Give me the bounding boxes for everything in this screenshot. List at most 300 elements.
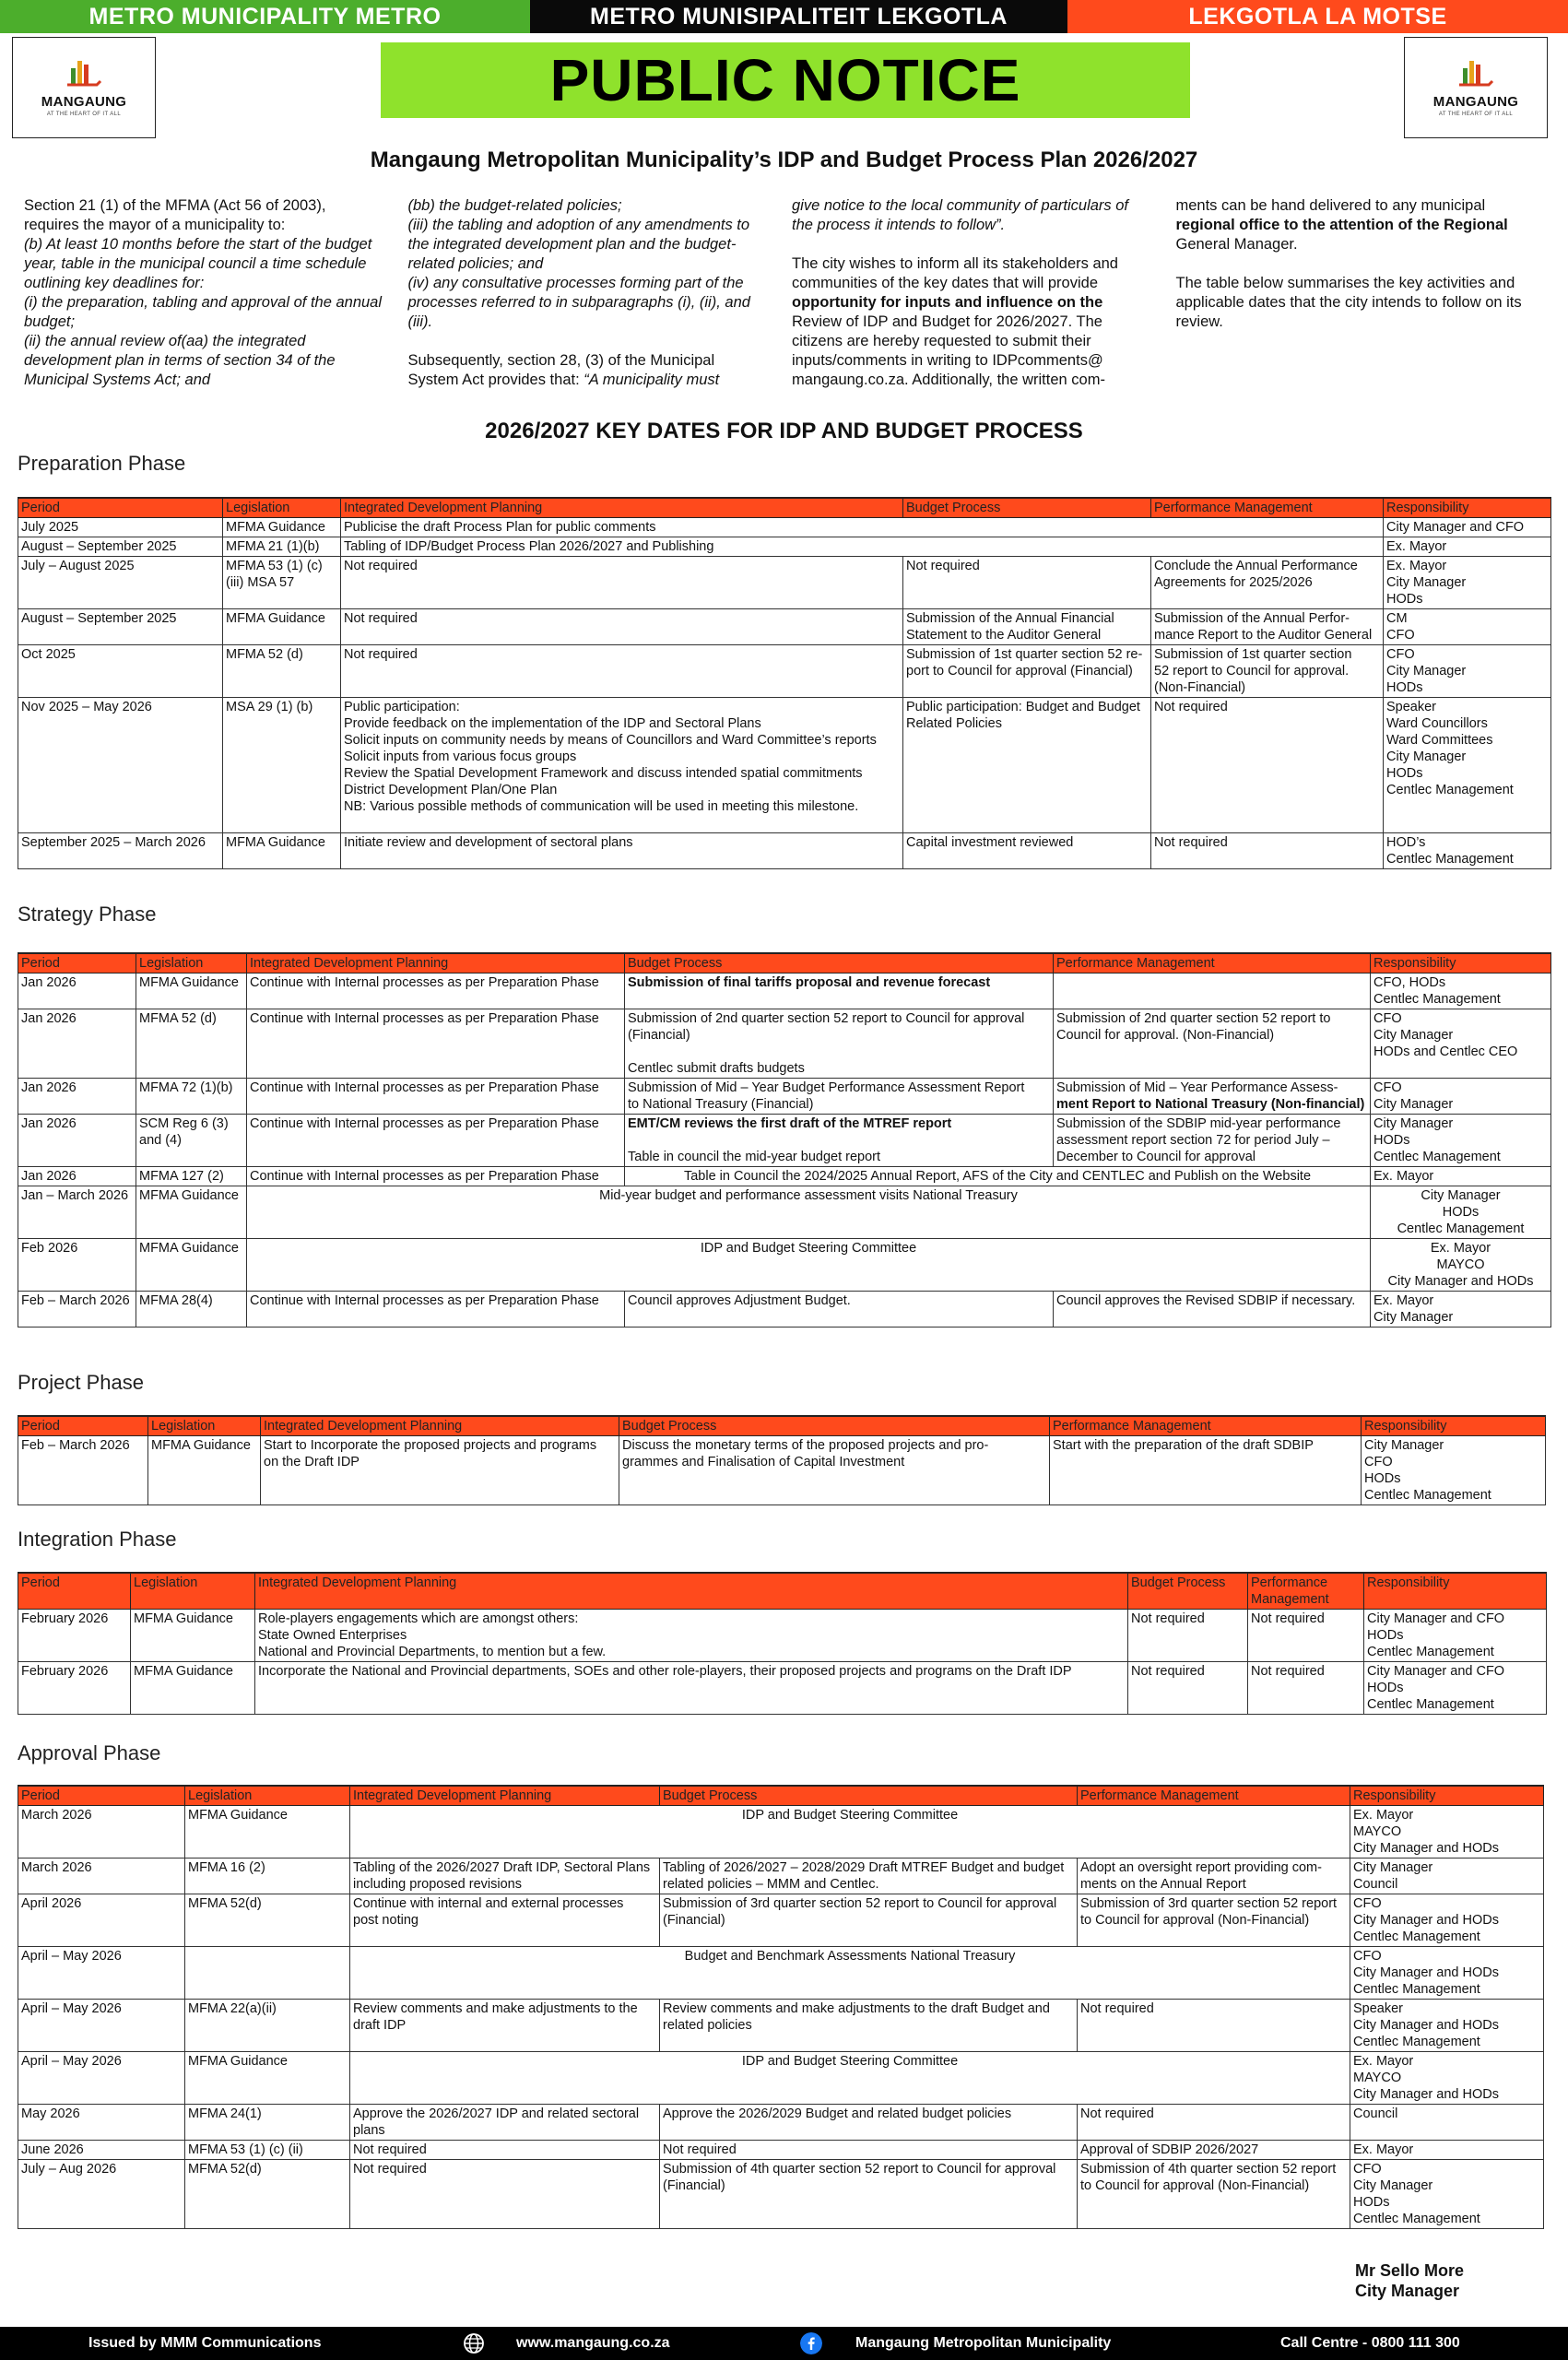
table-cell [247, 1079, 625, 1115]
cell-text: Tabling of the 2026/2027 Draft IDP, Sectoral Plans [353, 1860, 651, 1875]
cell-text: Centlec Management [1364, 1488, 1491, 1503]
cell-text: (Financial) [628, 1028, 690, 1043]
cell-text: HODs and Centlec CEO [1373, 1044, 1518, 1059]
table-cell [18, 974, 136, 1009]
table-cell [247, 974, 625, 1009]
cell-text: March 2026 [21, 1860, 92, 1875]
integration-phase-table [18, 1572, 1547, 1715]
cell-text: Start to Incorporate the proposed projects and programs [264, 1438, 597, 1453]
cell-text: Centlec Management [1353, 2212, 1480, 2226]
cell-text: City Manager and CFO [1367, 1611, 1505, 1626]
cell-text: HOD’s [1386, 835, 1426, 850]
cell-text: Centlec Management [1386, 783, 1514, 797]
table-cell [1248, 1610, 1364, 1662]
logo-name: MANGAUNG [1432, 93, 1519, 110]
table-cell [1371, 974, 1551, 1009]
signature-block [1355, 2260, 1464, 2301]
cell-text: HODs [1373, 1133, 1410, 1148]
table-row [18, 833, 1551, 869]
cell-text: Nov 2025 – May 2026 [21, 700, 152, 714]
cell-text: February 2026 [21, 1664, 109, 1679]
table-cell [1054, 1292, 1371, 1328]
cell-text: Submission of the Annual Perfor- [1154, 611, 1350, 626]
cell-text: (Financial) [663, 2178, 725, 2193]
cell-text: City Manager [1364, 1438, 1444, 1453]
table-row [18, 1662, 1547, 1715]
table-cell [660, 1858, 1078, 1894]
footer-website-link[interactable]: www.mangaung.co.za [516, 2335, 670, 2351]
table-cell [136, 1186, 247, 1239]
logo-name: MANGAUNG [41, 93, 127, 110]
cell-text: Mid-year budget and performance assessment visits National Treasury [599, 1188, 1018, 1203]
top-banner [0, 0, 1568, 33]
table-row [18, 1079, 1551, 1115]
table-cell [223, 518, 341, 537]
table-cell [247, 1292, 625, 1328]
cell-text: CFO [1364, 1455, 1393, 1469]
cell-text: Not required [1131, 1611, 1205, 1626]
cell-text: 52 report to Council for approval. [1154, 664, 1350, 678]
table-cell [660, 1894, 1078, 1947]
cell-text: Submission of 3rd quarter section 52 report to Council for approval [663, 1896, 1057, 1911]
cell-text: Council [1353, 2106, 1398, 2121]
table-cell [1078, 1894, 1350, 1947]
table-cell [185, 2000, 350, 2052]
cell-text: April 2026 [21, 1896, 82, 1911]
cell-text: City Manager and HODs [1353, 2018, 1499, 2033]
table-row [18, 1239, 1551, 1292]
table-cell [223, 645, 341, 698]
project-phase-table [18, 1415, 1546, 1505]
cell-text: MFMA 24(1) [188, 2106, 262, 2121]
intro-text-fragment: (bb) the budget-related policies; [407, 197, 622, 214]
column-header: Legislation [148, 1416, 261, 1436]
cell-text: February 2026 [21, 1611, 109, 1626]
table-row [18, 1610, 1547, 1662]
table-row [18, 1858, 1544, 1894]
cell-text: MFMA 52(d) [188, 2162, 262, 2177]
table-cell [223, 609, 341, 645]
table-cell [350, 1806, 1350, 1858]
table-cell [185, 1947, 350, 2000]
table-cell [625, 1115, 1054, 1167]
intro-text-fragment: give notice to the local community of particulars of the process it intends to follow”. [792, 197, 1129, 233]
column-header: Budget Process [619, 1416, 1050, 1436]
cell-text: Approve the 2026/2027 IDP and related sectoral [353, 2106, 640, 2121]
table-row [18, 1292, 1551, 1328]
logo-tagline: AT THE HEART OF IT ALL [1438, 111, 1514, 117]
footer-bar [0, 2327, 1568, 2360]
column-header: Performance Management [1054, 953, 1371, 974]
cell-text: port to Council for approval (Financial) [906, 664, 1133, 678]
table-cell [247, 1167, 625, 1186]
table-cell [1350, 2105, 1544, 2141]
cell-text: assessment report section 72 for period July – [1056, 1133, 1330, 1148]
cell-text: Council for approval. (Non-Financial) [1056, 1028, 1275, 1043]
table-cell [1384, 833, 1551, 869]
cell-text: Not required [1251, 1664, 1325, 1679]
phase-title-strategy: Strategy Phase [18, 903, 157, 926]
cell-text: Approve the 2026/2029 Budget and related budget policies [663, 2106, 1012, 2121]
table-cell [619, 1436, 1050, 1505]
cell-text: Tabling of IDP/Budget Process Plan 2026/2027 and Publishing [344, 539, 714, 554]
table-cell [1078, 1858, 1350, 1894]
table-row [18, 557, 1551, 609]
cell-text: Oct 2025 [21, 647, 76, 662]
cell-text: City Manager [1421, 1188, 1501, 1203]
strategy-phase-table [18, 952, 1551, 1328]
table-cell [1054, 974, 1371, 1009]
table-row [18, 2052, 1544, 2105]
table-cell [350, 1947, 1350, 2000]
table-cell [185, 2141, 350, 2160]
table-cell [1350, 2000, 1544, 2052]
cell-text: Submission of 1st quarter section [1154, 647, 1352, 662]
intro-text-fragment: (aa) the integrated development plan in terms of section 34 of the Municipal Systems Act; and [24, 333, 336, 388]
cell-text: mance Report to the Auditor General [1154, 628, 1373, 643]
table-cell [1371, 1115, 1551, 1167]
cell-text: MAYCO [1353, 1824, 1402, 1839]
table-cell [247, 1115, 625, 1167]
cell-text: post noting [353, 1913, 419, 1928]
table-cell [223, 537, 341, 557]
cell-text: May 2026 [21, 2106, 80, 2121]
mangaung-logo-icon [1456, 59, 1496, 90]
cell-text: draft IDP [353, 2018, 407, 2033]
table-cell [18, 518, 223, 537]
cell-text: HODs [1386, 766, 1423, 781]
cell-text: MFMA Guidance [139, 1188, 239, 1203]
table-cell [255, 1610, 1128, 1662]
footer-facebook-link[interactable]: Mangaung Metropolitan Municipality [855, 2335, 1112, 2351]
table-cell [625, 974, 1054, 1009]
cell-text: Centlec Management [1373, 992, 1501, 1007]
cell-text: March 2026 [21, 1808, 92, 1823]
table-cell [341, 609, 903, 645]
cell-text: Related Policies [906, 716, 1002, 731]
cell-text: Ex. Mayor [1386, 559, 1447, 573]
column-header: Period [18, 953, 136, 974]
table-cell [341, 518, 1384, 537]
column-header: Legislation [185, 1786, 350, 1806]
cell-text: Approval of SDBIP 2026/2027 [1080, 2142, 1259, 2157]
table-row [18, 1009, 1551, 1079]
column-header: Performance Management [1050, 1416, 1362, 1436]
cell-text: related policies – MMM and Centlec. [663, 1877, 879, 1892]
cell-text: CFO [1373, 1011, 1402, 1026]
intro-text-fragment: (i) the preparation, tabling and approval of the annual budget; [24, 294, 383, 330]
cell-text: Council [1353, 1877, 1398, 1892]
table-cell [148, 1436, 261, 1505]
cell-text: Initiate review and development of sectoral plans [344, 835, 633, 850]
intro-text-fragment: Subsequently, section 28, (3) of the Municipal System Act provides that: [407, 352, 715, 388]
table-cell [350, 2160, 660, 2229]
table-cell [1350, 1806, 1544, 1858]
table-cell [1054, 1079, 1371, 1115]
cell-text: Continue with Internal processes as per Preparation Phase [250, 975, 599, 990]
cell-text: City Manager [1353, 1860, 1433, 1875]
table-cell [18, 1894, 185, 1947]
intro-column-3 [792, 196, 1152, 390]
table-cell [1384, 518, 1551, 537]
table-cell [18, 1115, 136, 1167]
table-cell [1350, 2141, 1544, 2160]
table-cell [136, 1167, 247, 1186]
cell-text: Jan 2026 [21, 1116, 77, 1131]
table-row [18, 974, 1551, 1009]
cell-text: Jan 2026 [21, 1080, 77, 1095]
table-cell [18, 2052, 185, 2105]
column-header: Budget Process [903, 498, 1151, 518]
cell-text: Not required [353, 2142, 427, 2157]
cell-text: Jan 2026 [21, 975, 77, 990]
table-cell [185, 1894, 350, 1947]
cell-text: Ex. Mayor [1386, 539, 1447, 554]
footer-call-centre: Call Centre - 0800 111 300 [1280, 2335, 1460, 2351]
table-cell [903, 698, 1151, 833]
cell-text: Ex. Mayor [1430, 1241, 1491, 1256]
table-cell [350, 2141, 660, 2160]
cell-text: Table in council the mid-year budget report [628, 1150, 881, 1164]
intro-text-fragment: ments can be hand delivered to any municipal [1175, 197, 1486, 214]
table-cell [1384, 609, 1551, 645]
cell-text: September 2025 – March 2026 [21, 835, 206, 850]
table-cell [18, 1292, 136, 1328]
cell-text: (iii) MSA 57 [226, 575, 295, 590]
table-cell [247, 1239, 1371, 1292]
cell-text: Public participation: [344, 700, 460, 714]
cell-text: Ex. Mayor [1373, 1293, 1434, 1308]
table-cell [1371, 1009, 1551, 1079]
cell-text: Conclude the Annual Performance [1154, 559, 1358, 573]
cell-text: CM [1386, 611, 1408, 626]
column-header: Legislation [136, 953, 247, 974]
table-cell [1350, 1894, 1544, 1947]
table-header-row [18, 1573, 1547, 1610]
cell-text: MFMA 21 (1)(b) [226, 539, 320, 554]
cell-text: City Manager [1373, 1310, 1454, 1325]
table-row [18, 645, 1551, 698]
intro-column-2 [408, 196, 769, 390]
cell-text: Continue with Internal processes as per Preparation Phase [250, 1169, 599, 1184]
table-cell [136, 1115, 247, 1167]
column-header: Period [18, 1786, 185, 1806]
cell-text: HODs [1367, 1628, 1404, 1643]
cell-text: Continue with Internal processes as per Preparation Phase [250, 1080, 599, 1095]
phase-title-project: Project Phase [18, 1371, 144, 1394]
cell-text: Centlec Management [1373, 1150, 1501, 1164]
cell-text: including proposed revisions [353, 1877, 522, 1892]
column-header: Legislation [131, 1573, 255, 1610]
table-cell [223, 557, 341, 609]
cell-text: City Manager [1373, 1116, 1454, 1131]
facebook-icon[interactable] [800, 2332, 822, 2354]
cell-text: April – May 2026 [21, 1949, 122, 1964]
table-cell [18, 1858, 185, 1894]
banner-sesotho: LEKGOTLA LA MOTSE [1067, 0, 1568, 33]
cell-text: NB: Various possible methods of communication will be used in meeting this milestone. [344, 799, 859, 814]
table-cell [1151, 645, 1384, 698]
table-cell [18, 645, 223, 698]
column-header: Budget Process [1128, 1573, 1248, 1610]
table-cell [660, 2160, 1078, 2229]
intro-text-fragment: General Manager. [1175, 236, 1298, 253]
cell-text: Jan 2026 [21, 1169, 77, 1184]
cell-text: MAYCO [1436, 1257, 1485, 1272]
cell-text: Ex. Mayor [1373, 1169, 1434, 1184]
table-cell [350, 2000, 660, 2052]
cell-text: July – August 2025 [21, 559, 135, 573]
cell-text: Ward Committees [1386, 733, 1493, 748]
column-header: Responsibility [1362, 1416, 1546, 1436]
cell-text: HODs [1367, 1681, 1404, 1695]
cell-text: Speaker [1386, 700, 1437, 714]
table-cell [18, 1662, 131, 1715]
table-header-row [18, 953, 1551, 974]
cell-text: Not required [906, 559, 980, 573]
cell-text: MFMA 52 (d) [226, 647, 303, 662]
table-row [18, 2141, 1544, 2160]
table-cell [1078, 2141, 1350, 2160]
intro-text-fragment: (b) At least 10 months before the start of the budget year, table in the municipal council a time schedule outlining key deadlines for: [24, 236, 372, 291]
cell-text: Submission of Mid – Year Performance Assess- [1056, 1080, 1338, 1095]
table-row [18, 1436, 1546, 1505]
cell-text: Jan 2026 [21, 1011, 77, 1026]
cell-text: IDP and Budget Steering Committee [741, 2054, 959, 2069]
table-cell [1151, 833, 1384, 869]
cell-text: City Manager and CFO [1367, 1664, 1505, 1679]
cell-text: City Manager and HODs [1353, 2087, 1499, 2102]
table-row [18, 609, 1551, 645]
cell-text: MFMA 52 (d) [139, 1011, 217, 1026]
table-cell [185, 2105, 350, 2141]
column-header: Period [18, 1416, 148, 1436]
cell-text: Jan – March 2026 [21, 1188, 129, 1203]
table-cell [1364, 1610, 1547, 1662]
table-row [18, 537, 1551, 557]
table-cell [1128, 1610, 1248, 1662]
cell-text: MSA 29 (1) (b) [226, 700, 313, 714]
table-cell [18, 833, 223, 869]
table-cell [185, 1806, 350, 1858]
cell-text: EMT/CM reviews the first draft of the MTREF report [628, 1116, 952, 1131]
table-cell [1364, 1662, 1547, 1715]
table-cell [136, 1239, 247, 1292]
table-cell [625, 1167, 1371, 1186]
table-cell [131, 1662, 255, 1715]
intro-text-fragment: (iii) the tabling and adoption of any amendments to the integrated development plan and the budget-related policies; and [407, 217, 750, 272]
cell-text: MFMA Guidance [226, 611, 325, 626]
cell-text: SCM Reg 6 (3) [139, 1116, 229, 1131]
preparation-phase-table [18, 497, 1551, 869]
cell-text: Centlec Management [1353, 1929, 1480, 1944]
cell-text: Solicit inputs on community needs by means of Councillors and Ward Committee’s reports [344, 733, 877, 748]
cell-text: Centlec Management [1353, 2035, 1480, 2049]
cell-text: Continue with Internal processes as per Preparation Phase [250, 1011, 599, 1026]
cell-text: HODs [1386, 680, 1423, 695]
table-cell [1054, 1115, 1371, 1167]
cell-text: Submission of 4th quarter section 52 report [1080, 2162, 1337, 2177]
table-cell [903, 645, 1151, 698]
cell-text: plans [353, 2123, 385, 2138]
table-cell [1151, 698, 1384, 833]
table-cell [18, 609, 223, 645]
cell-text: Centlec Management [1367, 1697, 1494, 1712]
signatory-title: City Manager [1355, 2282, 1460, 2300]
cell-text: April – May 2026 [21, 2054, 122, 2069]
column-header: Integrated Development Planning [350, 1786, 660, 1806]
cell-text: MFMA Guidance [226, 520, 325, 535]
table-cell [1350, 2052, 1544, 2105]
column-header: Responsibility [1364, 1573, 1547, 1610]
table-cell [660, 2141, 1078, 2160]
public-notice-heading: PUBLIC NOTICE [381, 42, 1190, 118]
column-header: Integrated Development Planning [341, 498, 903, 518]
table-cell [1384, 698, 1551, 833]
table-cell [1128, 1662, 1248, 1715]
table-cell [1371, 1239, 1551, 1292]
cell-text: HODs [1386, 592, 1423, 607]
cell-text: CFO [1386, 647, 1415, 662]
cell-text: City Manager and CFO [1386, 520, 1525, 535]
table-cell [18, 698, 223, 833]
phase-title-approval: Approval Phase [18, 1741, 161, 1764]
cell-text: Submission of final tariffs proposal and revenue forecast [628, 975, 991, 990]
cell-text: Centlec Management [1397, 1221, 1525, 1236]
table-row [18, 1186, 1551, 1239]
table-cell [223, 833, 341, 869]
cell-text: CFO [1353, 1949, 1382, 1964]
cell-text: Centlec Management [1353, 1982, 1480, 1997]
table-cell [136, 1292, 247, 1328]
table-cell [1350, 1947, 1544, 2000]
table-cell [1371, 1079, 1551, 1115]
signatory-name: Mr Sello More [1355, 2261, 1465, 2280]
table-cell [1151, 557, 1384, 609]
table-cell [18, 537, 223, 557]
cell-text: December to Council for approval [1056, 1150, 1256, 1164]
table-row [18, 698, 1551, 833]
column-header: Integrated Development Planning [255, 1573, 1128, 1610]
cell-text: Adopt an oversight report providing com- [1080, 1860, 1322, 1875]
globe-icon [463, 2332, 485, 2354]
table-cell [1384, 557, 1551, 609]
cell-text: MFMA 52(d) [188, 1896, 262, 1911]
logo-right [1404, 37, 1548, 138]
cell-text: Feb 2026 [21, 1241, 78, 1256]
table-row [18, 1947, 1544, 2000]
cell-text: MFMA 53 (1) (c) [226, 559, 323, 573]
intro-text [24, 196, 1536, 390]
table-cell [350, 1894, 660, 1947]
cell-text: City Manager [1386, 749, 1467, 764]
table-cell [18, 2105, 185, 2141]
cell-text: on the Draft IDP [264, 1455, 360, 1469]
cell-text: Ex. Mayor [1353, 2054, 1414, 2069]
cell-text: National and Provincial Departments, to mention but a few. [258, 1645, 607, 1659]
cell-text: to Council for approval (Non-Financial) [1080, 1913, 1310, 1928]
logo-tagline: AT THE HEART OF IT ALL [46, 111, 122, 117]
cell-text: July 2025 [21, 520, 79, 535]
table-cell [903, 557, 1151, 609]
cell-text: City Manager and HODs [1353, 1841, 1499, 1856]
cell-text: June 2026 [21, 2142, 84, 2157]
cell-text: Continue with Internal processes as per Preparation Phase [250, 1293, 599, 1308]
cell-text: Agreements for 2025/2026 [1154, 575, 1313, 590]
cell-text: Not required [1080, 2106, 1154, 2121]
table-cell [1248, 1662, 1364, 1715]
cell-text: grammes and Finalisation of Capital Investment [622, 1455, 905, 1469]
